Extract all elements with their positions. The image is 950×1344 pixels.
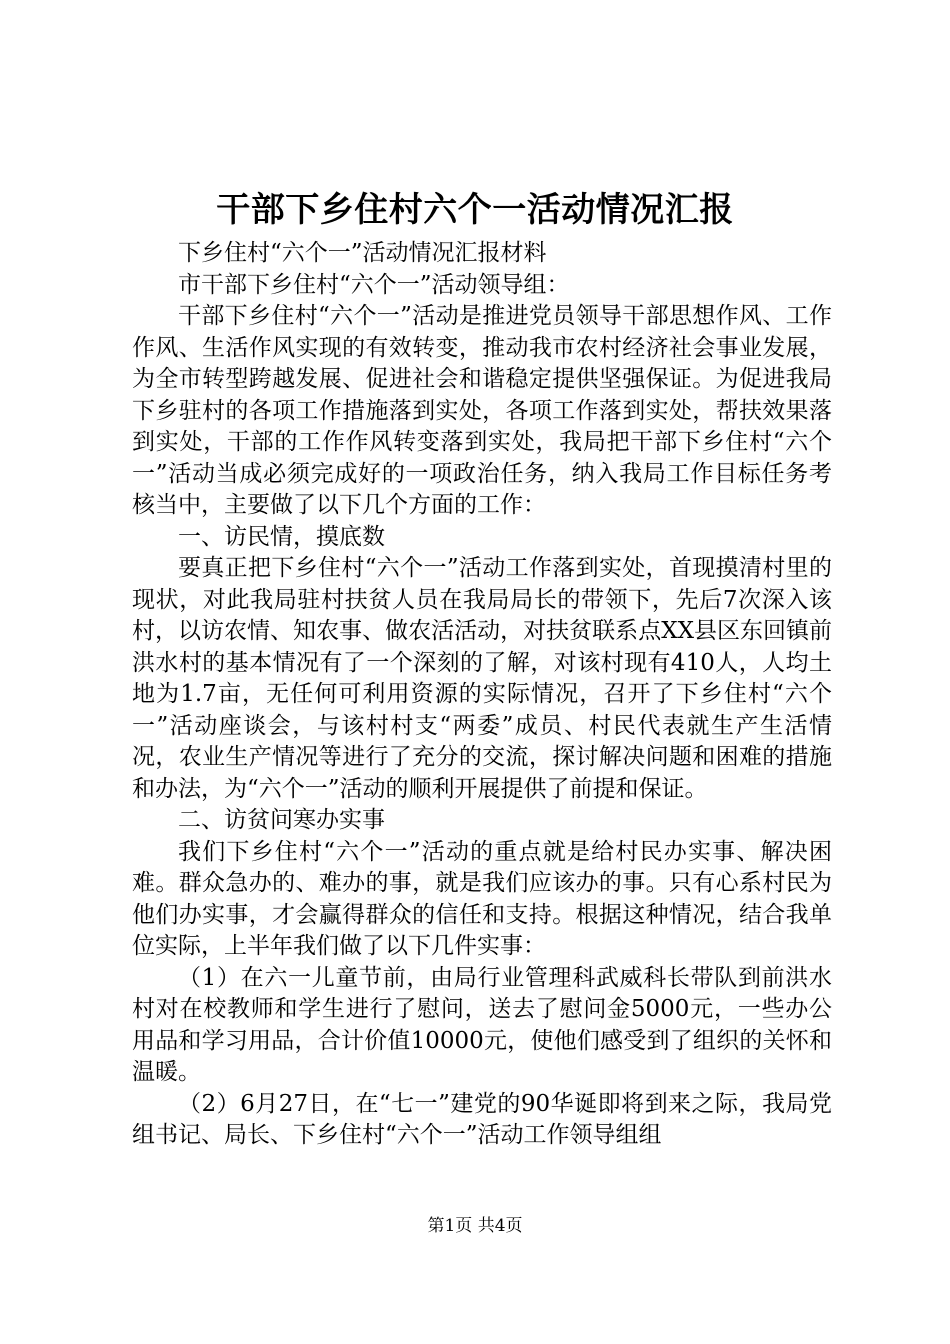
document-title: 干部下乡住村六个一活动情况汇报 <box>216 190 734 230</box>
section-heading-2: 二、访贫问寒办实事 <box>178 807 385 833</box>
paragraph-section-2: 我们下乡住村“六个一”活动的重点就是给村民办实事、解决困难。群众急办的、难办的事，就是我们应该办的事。只有心系村民为他们办实事，才会赢得群众的信任和支持。根据这种情况，结合我单位实际，上半年我们做了以下几件实事： <box>132 838 832 959</box>
paragraph-salutation: 市干部下乡住村“六个一”活动领导组： <box>178 271 570 298</box>
section-heading-1: 一、访民情，摸底数 <box>178 523 385 550</box>
paragraph-subtitle: 下乡住村“六个一”活动情况汇报材料 <box>178 240 547 266</box>
list-item-1: （1）在六一儿童节前，由局行业管理科武威科长带队到前洪水村对在校教师和学生进行了慰问，送去了慰问金5000元，一些办公用品和学习用品，合计价值10000元，使他们感受到了组织的关怀和温暖。 <box>132 964 832 1085</box>
paragraph-section-1: 要真正把下乡住村“六个一”活动工作落到实处，首现摸清村里的现状，对此我局驻村扶贫人员在我局局长的带领下，先后7次深入该村，以访农情、知农事、做农活活动，对扶贫联系点XX县区东回镇前洪水村的基本情况有了一个深刻的了解，对该村现有410人，人均土地为1.7亩，无任何可利用资源的实际情况，召开了下乡住村“六个一”活动座谈会，与该村村支“两委”成员、村民代表就生产生活情况，农业生产情况等进行了充分的交流，探讨解决问题和困难的措施和办法，为“六个一”活动的顺利开展提供了前提和保证。 <box>132 555 832 802</box>
page-footer: 第1页 共4页 <box>427 1216 523 1236</box>
document-body <box>132 238 832 1152</box>
list-item-2: （2）6月27日，在“七一”建党的90华诞即将到来之际，我局党组书记、局长、下乡住村“六个一”活动工作领导组组 <box>132 1090 832 1148</box>
paragraph-intro: 干部下乡住村“六个一”活动是推进党员领导干部思想作风、工作作风、生活作风实现的有效转变，推动我市农村经济社会事业发展，为全市转型跨越发展、促进社会和谐稳定提供坚强保证。为促进我局下乡驻村的各项工作措施落到实处，各项工作落到实处，帮扶效果落到实处，干部的工作作风转变落到实处，我局把干部下乡住村“六个一”活动当成必须完成好的一项政治任务，纳入我局工作目标任务考核当中，主要做了以下几个方面的工作： <box>132 303 832 518</box>
